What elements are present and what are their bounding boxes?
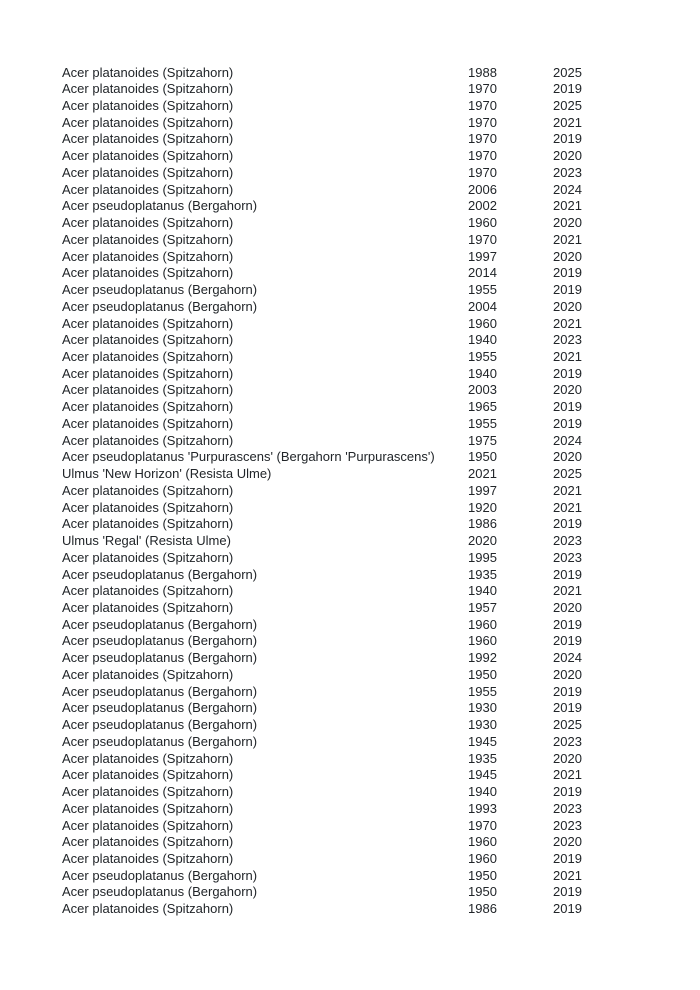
table-row — [62, 148, 682, 165]
year-column-2-cell: 2019 — [553, 784, 582, 800]
year-column-2-cell: 2021 — [553, 348, 582, 364]
year-column-1-cell: 1955 — [468, 282, 497, 298]
year-column-2-cell: 2019 — [553, 683, 582, 699]
species-cell: Acer platanoides (Spitzahorn) — [62, 666, 234, 682]
table-row — [62, 165, 682, 182]
table-row — [62, 399, 682, 416]
year-column-1-cell: 1955 — [468, 683, 497, 699]
year-column-2-cell: 2020 — [553, 600, 582, 615]
species-cell: Acer pseudoplatanus (Bergahorn) — [62, 566, 258, 582]
species-cell: Acer platanoides (Spitzahorn) — [62, 600, 234, 615]
year-column-1-cell: 1970 — [468, 164, 497, 180]
table-row — [62, 550, 682, 567]
species-cell: Acer pseudoplatanus (Bergahorn) — [62, 198, 258, 214]
species-cell: Acer platanoides (Spitzahorn) — [62, 834, 234, 850]
year-column-1-cell: 2006 — [468, 181, 497, 197]
species-cell: Acer platanoides (Spitzahorn) — [62, 231, 234, 247]
year-column-2-cell: 2021 — [553, 315, 582, 331]
table-row — [62, 650, 682, 667]
year-column-2-cell: 2020 — [553, 215, 582, 231]
year-column-2-cell: 2020 — [553, 382, 582, 398]
year-column-2-cell: 2023 — [553, 164, 582, 180]
year-column-1-cell: 1940 — [468, 784, 497, 800]
year-column-1-cell: 1960 — [468, 851, 497, 867]
year-column-1-cell: 2004 — [468, 298, 497, 314]
year-column-2-cell: 2023 — [553, 332, 582, 348]
year-column-1-cell: 1940 — [468, 365, 497, 381]
year-column-1-cell: 1955 — [468, 415, 497, 431]
table-row — [62, 466, 682, 483]
species-cell: Acer platanoides (Spitzahorn) — [62, 800, 234, 816]
year-column-1-cell: 1965 — [468, 399, 497, 415]
species-cell: Acer platanoides (Spitzahorn) — [62, 164, 234, 180]
year-column-2-cell: 2019 — [553, 365, 582, 381]
year-column-2-cell: 2021 — [553, 198, 582, 214]
year-column-2-cell: 2019 — [553, 516, 582, 532]
species-cell: Acer platanoides (Spitzahorn) — [62, 81, 234, 97]
species-cell: Acer platanoides (Spitzahorn) — [62, 415, 234, 431]
year-column-1-cell: 1970 — [468, 81, 497, 97]
year-column-2-cell: 2021 — [553, 867, 582, 883]
year-column-1-cell: 2003 — [468, 382, 497, 398]
year-column-2-cell: 2025 — [553, 64, 582, 80]
year-column-2-cell: 2019 — [553, 884, 582, 900]
species-cell: Acer platanoides (Spitzahorn) — [62, 382, 234, 398]
species-cell: Acer platanoides (Spitzahorn) — [62, 97, 234, 113]
year-column-1-cell: 1960 — [468, 616, 497, 632]
species-cell: Acer platanoides (Spitzahorn) — [62, 851, 234, 867]
table-row — [62, 583, 682, 600]
year-column-2-cell: 2021 — [553, 583, 582, 599]
year-column-1-cell: 1945 — [468, 767, 497, 783]
year-column-2-cell: 2021 — [553, 231, 582, 247]
table-row — [62, 617, 682, 634]
table-row — [62, 600, 682, 617]
year-column-2-cell: 2023 — [553, 549, 582, 565]
year-column-2-cell: 2020 — [553, 750, 582, 766]
table-row — [62, 500, 682, 517]
year-column-2-cell: 2024 — [553, 432, 582, 448]
year-column-1-cell: 1940 — [468, 332, 497, 348]
species-cell: Acer platanoides (Spitzahorn) — [62, 399, 234, 415]
table-row — [62, 366, 682, 383]
year-column-1-cell: 1935 — [468, 750, 497, 766]
table-row — [62, 232, 682, 249]
table-row — [62, 818, 682, 835]
year-column-2-cell: 2021 — [553, 482, 582, 498]
year-column-1-cell: 1986 — [468, 901, 497, 917]
year-column-2-cell: 2021 — [553, 114, 582, 130]
year-column-1-cell: 1970 — [468, 231, 497, 247]
table-row — [62, 81, 682, 98]
table-row — [62, 868, 682, 885]
species-cell: Acer platanoides (Spitzahorn) — [62, 365, 234, 381]
table-row — [62, 198, 682, 215]
table-row — [62, 115, 682, 132]
year-column-2-cell: 2021 — [553, 499, 582, 515]
species-cell: Ulmus 'New Horizon' (Resista Ulme) — [62, 466, 272, 482]
year-column-1-cell: 1945 — [468, 733, 497, 749]
table-row — [62, 784, 682, 801]
table-row — [62, 316, 682, 333]
year-column-1-cell: 1950 — [468, 666, 497, 682]
table-row — [62, 751, 682, 768]
table-row — [62, 767, 682, 784]
species-cell: Acer platanoides (Spitzahorn) — [62, 131, 234, 147]
table-row — [62, 98, 682, 115]
year-column-1-cell: 1986 — [468, 516, 497, 532]
species-cell: Acer platanoides (Spitzahorn) — [62, 583, 234, 599]
table-row — [62, 834, 682, 851]
species-cell: Acer platanoides (Spitzahorn) — [62, 181, 234, 197]
year-column-2-cell: 2023 — [553, 817, 582, 833]
table-row — [62, 349, 682, 366]
year-column-1-cell: 1975 — [468, 432, 497, 448]
year-column-2-cell: 2019 — [553, 265, 582, 281]
table-row — [62, 851, 682, 868]
species-cell: Acer platanoides (Spitzahorn) — [62, 817, 234, 833]
species-cell: Acer pseudoplatanus (Bergahorn) — [62, 884, 258, 900]
year-column-1-cell: 1950 — [468, 449, 497, 465]
year-column-2-cell: 2019 — [553, 633, 582, 649]
year-column-1-cell: 2021 — [468, 466, 497, 482]
table-row — [62, 332, 682, 349]
table-row — [62, 416, 682, 433]
year-column-1-cell: 1997 — [468, 248, 497, 264]
species-cell: Acer platanoides (Spitzahorn) — [62, 549, 234, 565]
year-column-1-cell: 1930 — [468, 700, 497, 716]
species-cell: Acer pseudoplatanus (Bergahorn) — [62, 717, 258, 733]
species-cell: Acer pseudoplatanus (Bergahorn) — [62, 633, 258, 649]
year-column-1-cell: 1960 — [468, 834, 497, 850]
table-row — [62, 684, 682, 701]
year-column-2-cell: 2019 — [553, 415, 582, 431]
table-row — [62, 249, 682, 266]
year-column-2-cell: 2019 — [553, 901, 582, 917]
species-cell: Acer platanoides (Spitzahorn) — [62, 64, 234, 80]
species-cell: Acer platanoides (Spitzahorn) — [62, 516, 234, 532]
year-column-2-cell: 2019 — [553, 616, 582, 632]
species-cell: Acer platanoides (Spitzahorn) — [62, 482, 234, 498]
year-column-2-cell: 2021 — [553, 767, 582, 783]
year-column-1-cell: 2014 — [468, 265, 497, 281]
year-column-1-cell: 1930 — [468, 717, 497, 733]
species-cell: Acer platanoides (Spitzahorn) — [62, 332, 234, 348]
year-column-1-cell: 1993 — [468, 800, 497, 816]
table-row — [62, 382, 682, 399]
year-column-1-cell: 1960 — [468, 633, 497, 649]
table-row — [62, 282, 682, 299]
table-row — [62, 483, 682, 500]
table-row — [62, 516, 682, 533]
year-column-2-cell: 2019 — [553, 282, 582, 298]
species-cell: Acer pseudoplatanus (Bergahorn) — [62, 616, 258, 632]
species-cell: Acer pseudoplatanus (Bergahorn) — [62, 867, 258, 883]
species-cell: Acer platanoides (Spitzahorn) — [62, 348, 234, 364]
species-cell: Acer pseudoplatanus (Bergahorn) — [62, 282, 258, 298]
table-row — [62, 433, 682, 450]
table-row — [62, 801, 682, 818]
year-column-1-cell: 1955 — [468, 348, 497, 364]
species-cell: Acer pseudoplatanus (Bergahorn) — [62, 700, 258, 716]
species-cell: Acer platanoides (Spitzahorn) — [62, 432, 234, 448]
year-column-1-cell: 1935 — [468, 566, 497, 582]
species-cell: Ulmus 'Regal' (Resista Ulme) — [62, 533, 231, 549]
table-row — [62, 182, 682, 199]
year-column-2-cell: 2019 — [553, 131, 582, 147]
year-column-2-cell: 2024 — [553, 181, 582, 197]
table-row — [62, 667, 682, 684]
year-column-1-cell: 1920 — [468, 499, 497, 515]
year-column-1-cell: 1988 — [468, 64, 497, 80]
year-column-1-cell: 1960 — [468, 215, 497, 231]
table-row — [62, 717, 682, 734]
table-row — [62, 734, 682, 751]
year-column-2-cell: 2023 — [553, 800, 582, 816]
table-row — [62, 633, 682, 650]
year-column-1-cell: 1970 — [468, 97, 497, 113]
year-column-1-cell: 1940 — [468, 583, 497, 599]
year-column-2-cell: 2019 — [553, 851, 582, 867]
year-column-1-cell: 2020 — [468, 533, 497, 549]
year-column-1-cell: 1957 — [468, 600, 497, 615]
year-column-2-cell: 2020 — [553, 834, 582, 850]
year-column-2-cell: 2023 — [553, 533, 582, 549]
table-row — [62, 901, 682, 918]
year-column-1-cell: 1970 — [468, 114, 497, 130]
table-row — [62, 533, 682, 550]
species-cell: Acer platanoides (Spitzahorn) — [62, 215, 234, 231]
species-cell: Acer pseudoplatanus (Bergahorn) — [62, 298, 258, 314]
species-cell: Acer platanoides (Spitzahorn) — [62, 248, 234, 264]
species-cell: Acer pseudoplatanus (Bergahorn) — [62, 733, 258, 749]
year-column-1-cell: 2002 — [468, 198, 497, 214]
year-column-1-cell: 1970 — [468, 148, 497, 164]
year-column-2-cell: 2024 — [553, 650, 582, 666]
species-cell: Acer platanoides (Spitzahorn) — [62, 901, 234, 917]
year-column-2-cell: 2020 — [553, 298, 582, 314]
year-column-2-cell: 2020 — [553, 248, 582, 264]
table-row — [62, 567, 682, 584]
year-column-1-cell: 1992 — [468, 650, 497, 666]
table-row — [62, 299, 682, 316]
year-column-2-cell: 2019 — [553, 700, 582, 716]
year-column-2-cell: 2019 — [553, 81, 582, 97]
species-cell: Acer platanoides (Spitzahorn) — [62, 767, 234, 783]
year-column-1-cell: 1960 — [468, 315, 497, 331]
table-row — [62, 131, 682, 148]
year-column-2-cell: 2020 — [553, 148, 582, 164]
table-row — [62, 265, 682, 282]
table-row — [62, 884, 682, 901]
year-column-2-cell: 2025 — [553, 97, 582, 113]
year-column-1-cell: 1997 — [468, 482, 497, 498]
species-cell: Acer platanoides (Spitzahorn) — [62, 148, 234, 164]
species-cell: Acer platanoides (Spitzahorn) — [62, 499, 234, 515]
year-column-2-cell: 2025 — [553, 717, 582, 733]
table-row — [62, 449, 682, 466]
species-cell: Acer pseudoplatanus (Bergahorn) — [62, 683, 258, 699]
year-column-1-cell: 1995 — [468, 549, 497, 565]
year-column-1-cell: 1950 — [468, 884, 497, 900]
species-cell: Acer platanoides (Spitzahorn) — [62, 265, 234, 281]
table-row — [62, 65, 682, 82]
year-column-2-cell: 2023 — [553, 733, 582, 749]
tree-table — [62, 65, 682, 918]
table-row — [62, 215, 682, 232]
year-column-2-cell: 2019 — [553, 566, 582, 582]
year-column-2-cell: 2020 — [553, 449, 582, 465]
species-cell: Acer pseudoplatanus (Bergahorn) — [62, 650, 258, 666]
table-row — [62, 700, 682, 717]
species-cell: Acer platanoides (Spitzahorn) — [62, 114, 234, 130]
year-column-1-cell: 1970 — [468, 131, 497, 147]
year-column-2-cell: 2025 — [553, 466, 582, 482]
species-cell: Acer pseudoplatanus 'Purpurascens' (Bergahorn 'Purpurascens') — [62, 449, 435, 465]
year-column-1-cell: 1950 — [468, 867, 497, 883]
year-column-1-cell: 1970 — [468, 817, 497, 833]
species-cell: Acer platanoides (Spitzahorn) — [62, 784, 234, 800]
species-cell: Acer platanoides (Spitzahorn) — [62, 750, 234, 766]
year-column-2-cell: 2019 — [553, 399, 582, 415]
species-cell: Acer platanoides (Spitzahorn) — [62, 315, 234, 331]
year-column-2-cell: 2020 — [553, 666, 582, 682]
